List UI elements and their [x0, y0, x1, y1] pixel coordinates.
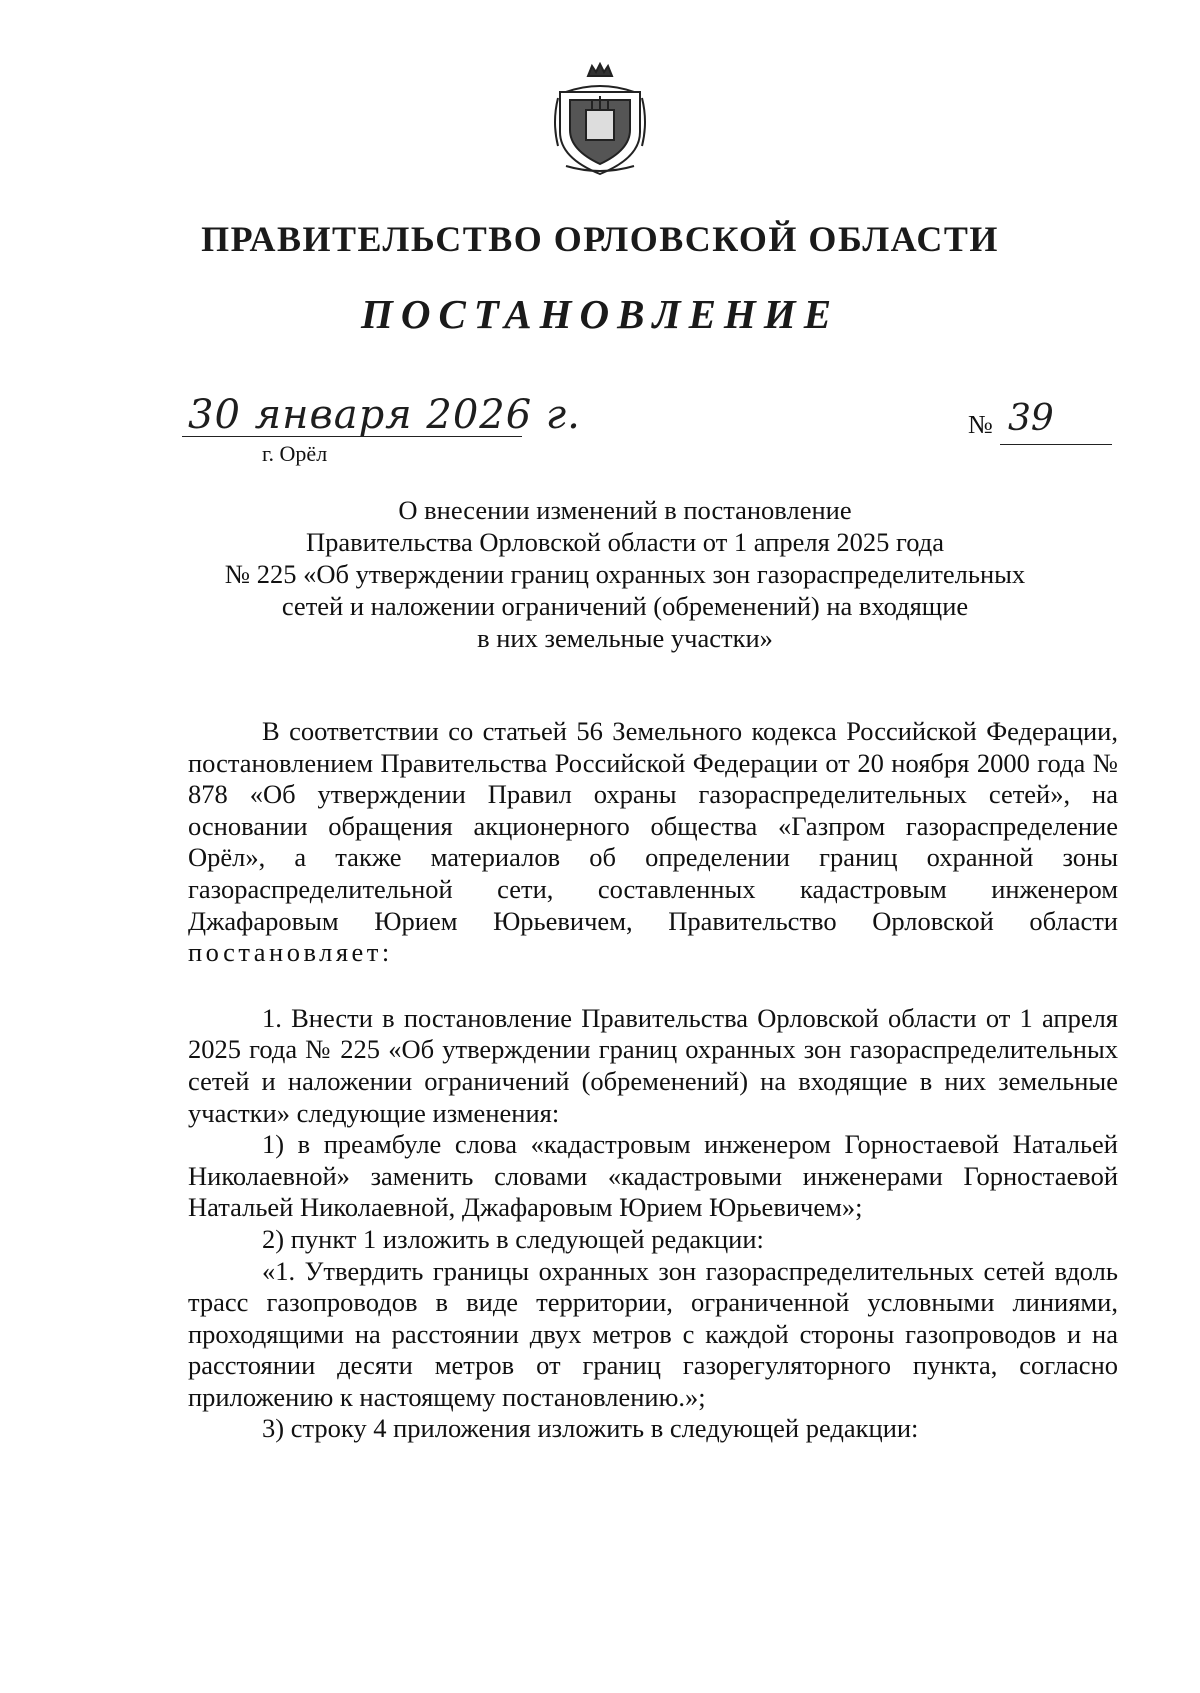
- subject-line: в них земельные участки»: [477, 623, 773, 653]
- number-sign: №: [968, 410, 993, 439]
- number-underline: [1000, 444, 1112, 445]
- paragraph-1: 1. Внести в постановление Правительства Орловской области от 1 апреля 2025 года № 225 «Об утверждении границ охранных зон газораспределительных сетей и наложении ограничений (обременений) на входящие в них земельные участки» следующие изменения:: [188, 1002, 1118, 1128]
- handwritten-date: 30 января 2026 г.: [188, 392, 581, 438]
- coat-of-arms-icon: [552, 62, 648, 178]
- subject-line: сетей и наложении ограничений (обременений) на входящие: [281, 591, 969, 621]
- subparagraph-3: 3) строку 4 приложения изложить в следующей редакции:: [262, 1413, 919, 1444]
- subject-line: О внесении изменений в постановление: [398, 495, 852, 525]
- preamble-text: В соответствии со статьей 56 Земельного кодекса Российской Федерации, постановлением Правительства Российской Федерации от 20 ноября 2000 года № 878 «Об утверждении Правил охраны газораспределительных сетей», на основании обращения акционерного общества «Газпром газораспределение Орёл», а также материалов об определении границ охранной зоны газораспределительной сети, составленных кадастровым инженером Джафаровым Юрием Юрьевичем, Правительство Орловской области: [188, 716, 1118, 936]
- handwritten-number: 39: [1008, 398, 1054, 439]
- document-subject: [190, 494, 1060, 654]
- subparagraph-1: 1) в преамбуле слова «кадастровым инженером Горностаевой Натальей Николаевной» заменить словами «кадастровыми инженерами Горностаевой Натальей Николаевной, Джафаровым Юрием Юрьевичем»;: [188, 1129, 1118, 1223]
- subject-line: № 225 «Об утверждении границ охранных зон газораспределительных: [224, 559, 1026, 589]
- document-type: ПОСТАНОВЛЕНИЕ: [360, 291, 840, 337]
- document-body: [188, 716, 1118, 1445]
- organization-name: ПРАВИТЕЛЬСТВО ОРЛОВСКОЙ ОБЛАСТИ: [201, 219, 999, 259]
- date-underline: [182, 436, 522, 437]
- quoted-paragraph: «1. Утвердить границы охранных зон газораспределительных сетей вдоль трасс газопроводов в виде территории, ограниченной условными линиями, проходящими на расстоянии двух метров с каждой стороны газопроводов и на расстоянии десяти метров от границ газорегуляторного пункта, согласно приложению к настоящему постановлению.»;: [188, 1255, 1118, 1412]
- subject-line: Правительства Орловской области от 1 апреля 2025 года: [305, 527, 944, 557]
- preamble-paragraph: [188, 716, 1118, 969]
- resolves-word: постановляет:: [188, 937, 393, 968]
- city-label: г. Орёл: [262, 441, 328, 466]
- subparagraph-2: 2) пункт 1 изложить в следующей редакции:: [262, 1223, 764, 1254]
